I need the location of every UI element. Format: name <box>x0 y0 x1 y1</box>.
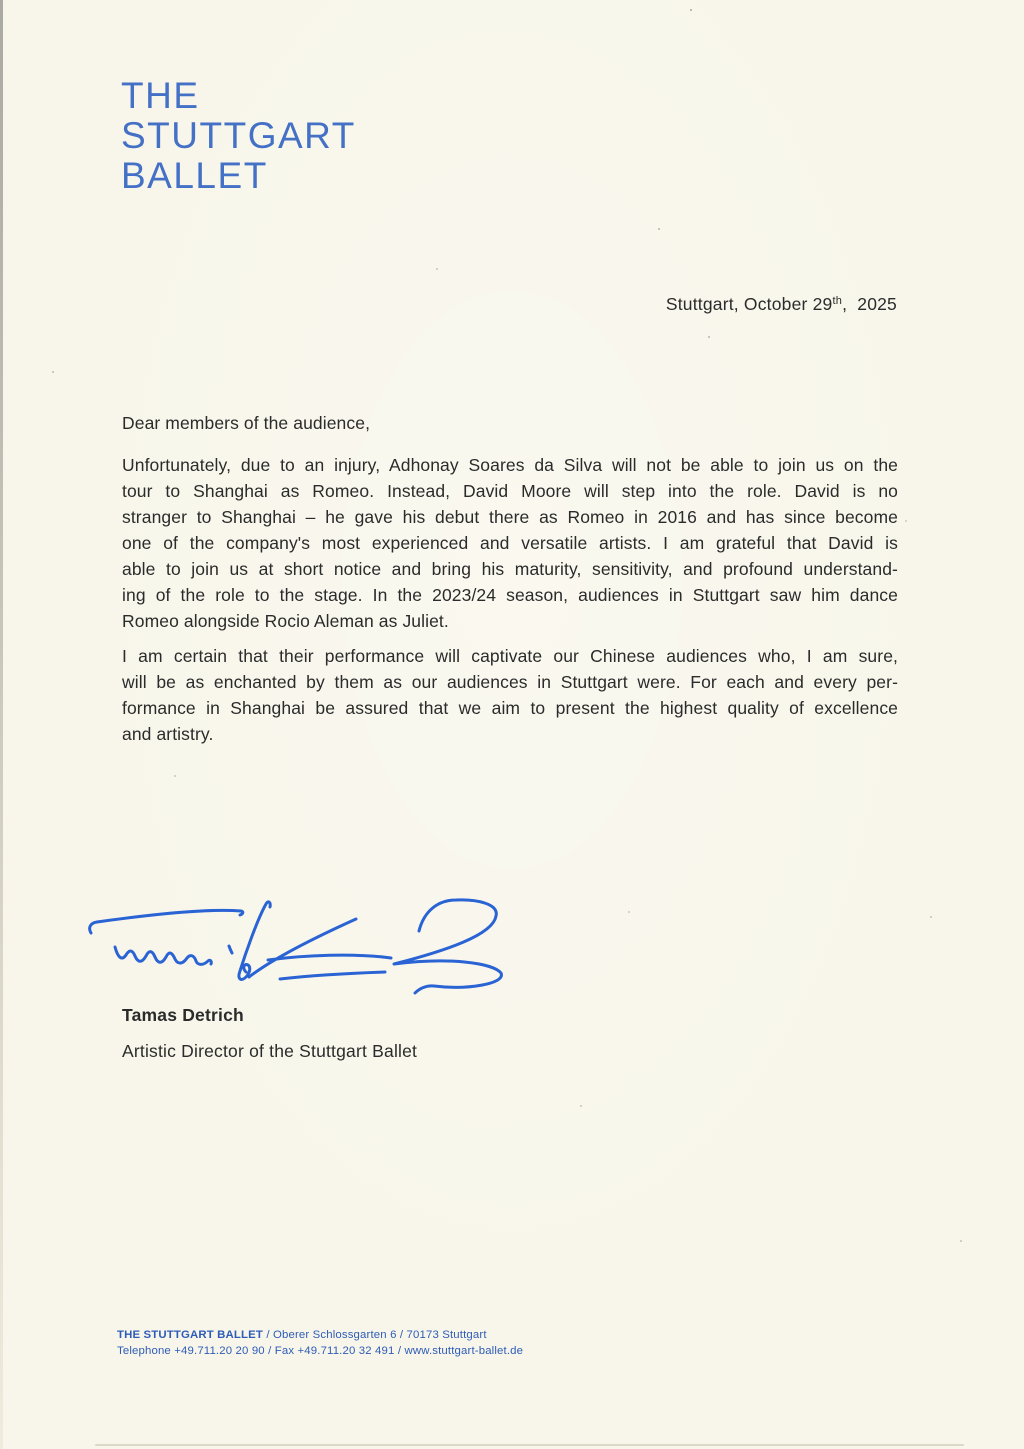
date-line <box>0 294 897 315</box>
signature-stroke-underline <box>280 972 385 979</box>
signature-stroke-cross <box>268 955 391 960</box>
footer-company-name: THE STUTTGART BALLET <box>117 1329 264 1341</box>
scan-edge-bottom <box>95 1444 964 1446</box>
scan-speckles <box>690 9 692 11</box>
salutation: Dear members of the audience, <box>122 413 371 433</box>
signature-stroke-name-scribble <box>115 947 211 964</box>
paragraph-1: Unfortunately, due to an injury, Adhonay Soares da Silva will not be able to join us on the tour to Shanghai as Romeo. Instead, David Moore will step into the role. David is no stranger to Shanghai – he gave his debut there as Romeo in 2016 and has since become one of the company's most experienced and versatile artists. I am grateful that David is able to join us at short notice and bring his maturity, sensitivity, and profound understand- ing of the role to the stage. In the 2023/24 season, audiences in Stuttgart saw him dance Romeo alongside Rocio Aleman as Juliet. <box>122 455 898 631</box>
logo-line-the: THE <box>121 75 200 116</box>
date-city-month-day: Stuttgart, October 29 <box>665 294 833 314</box>
letterhead-footer <box>117 1328 523 1359</box>
signature-stroke-top-line <box>90 910 243 933</box>
footer-address: / Oberer Schlossgarten 6 / 70173 Stuttgart <box>263 1329 487 1341</box>
signature-stroke-diagonal <box>249 919 356 977</box>
stuttgart-ballet-logo <box>121 76 356 196</box>
footer-address-line <box>117 1328 523 1344</box>
date-year: , 2025 <box>842 294 897 314</box>
footer-contact-line: Telephone +49.711.20 20 90 / Fax +49.711.20 32 491 / www.stuttgart-ballet.de <box>117 1344 524 1357</box>
signatory-name: Tamas Detrich <box>122 1005 244 1025</box>
date-ordinal-suffix: th <box>832 295 843 307</box>
signatory-title: Artistic Director of the Stuttgart Ballet <box>122 1041 418 1061</box>
logo-line-stuttgart: STUTTGART <box>121 115 356 156</box>
signature-stroke-flourish <box>394 900 501 993</box>
signature-stroke-dot <box>229 946 232 953</box>
paragraph-2: I am certain that their performance will captivate our Chinese audiences who, I am sure, will be as enchanted by them as our audiences in Stuttgart were. For each and every per- formance in Shanghai be assured that we aim to present the highest quality of excellence and artistry. <box>122 646 898 744</box>
logo-line-ballet: BALLET <box>121 155 268 196</box>
handwritten-signature-ink <box>85 895 525 995</box>
scan-edge-left <box>0 0 3 1449</box>
